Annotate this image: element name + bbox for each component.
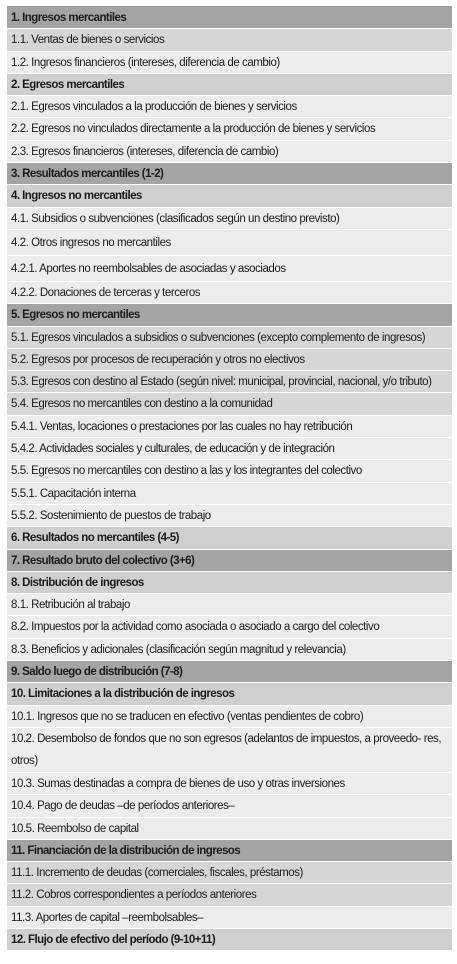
section-header-row: 12. Flujo de efectivo del período (9-10+11) [7,929,452,951]
table-row: 10.2. Desembolso de fondos que no son egresos (adelantos de impuestos, a proveedo- res, otros) [7,728,452,773]
table-row: 8.3. Beneficios y adicionales (clasificación según magnitud y relevancia) [7,639,452,661]
section-header-row: 6. Resultados no mercantiles (4-5) [7,527,452,549]
section-header-row: 10. Limitaciones a la distribución de ingresos [7,683,452,705]
section-header-row: 8. Distribución de ingresos [7,572,452,594]
section-header-row: 7. Resultado bruto del colectivo (3+6) [7,550,452,572]
table-row: 5.5. Egresos no mercantiles con destino a las y los integrantes del colectivo [7,460,452,482]
table-row: 5.5.1. Capacitación interna [7,483,452,505]
table-row: 8.1. Retribución al trabajo [7,594,452,616]
table-row: 5.4.1. Ventas, locaciones o prestaciones por las cuales no hay retribución [7,416,452,438]
cash-flow-table [7,6,452,951]
table-row: 1.1. Ventas de bienes o servicios [7,29,452,51]
table-row: 4.1. Subsidios o subvenciones (clasificados según un destino previsto) [7,208,452,230]
table-row: 10.1. Ingresos que no se traducen en efectivo (ventas pendientes de cobro) [7,706,452,728]
table-row: 5.1. Egresos vinculados a subsidios o subvenciones (excepto complemento de ingresos) [7,327,452,349]
section-header-row: 11. Financiación de la distribución de ingresos [7,840,452,862]
table-row: 2.1. Egresos vinculados a la producción de bienes y servicios [7,96,452,118]
section-header-row: 9. Saldo luego de distribución (7-8) [7,661,452,683]
table-row: 5.4.2. Actividades sociales y culturales, de educación y de integración [7,438,452,460]
section-header-row: 1. Ingresos mercantiles [7,7,452,29]
table-row: 5.4. Egresos no mercantiles con destino a la comunidad [7,393,452,415]
table-row: 10.4. Pago de deudas –de períodos anteriores– [7,795,452,817]
section-header-row: 4. Ingresos no mercantiles [7,185,452,207]
table-row: 4.2.1. Aportes no reembolsables de asociadas y asociados [7,256,452,282]
table-row: 5.3. Egresos con destino al Estado (según nivel: municipal, provincial, nacional, y/o tributo) [7,371,452,393]
table-row: 5.2. Egresos por procesos de recuperación y otros no electivos [7,349,452,371]
table-row: 2.3. Egresos financieros (intereses, diferencia de cambio) [7,141,452,163]
table-row: 4.2. Otros ingresos no mercantiles [7,230,452,256]
table-row: 5.5.2. Sostenimiento de puestos de trabajo [7,505,452,527]
table-row: 10.5. Reembolso de capital [7,818,452,840]
table-row: 4.2.2. Donaciones de terceras y terceros [7,282,452,304]
table-row: 8.2. Impuestos por la actividad como asociada o asociado a cargo del colectivo [7,616,452,638]
table-row: 1.2. Ingresos financieros (intereses, diferencia de cambio) [7,52,452,74]
section-header-row: 3. Resultados mercantiles (1-2) [7,163,452,185]
table-row: 11.3. Aportes de capital –reembolsables– [7,907,452,929]
section-header-row: 2. Egresos mercantiles [7,74,452,96]
table-row: 11.1. Incremento de deudas (comerciales, fiscales, préstamos) [7,862,452,884]
table-row: 11.2. Cobros correspondientes a períodos anteriores [7,884,452,906]
table-row: 2.2. Egresos no vinculados directamente a la producción de bienes y servicios [7,118,452,140]
section-header-row: 5. Egresos no mercantiles [7,304,452,326]
table-row: 10.3. Sumas destinadas a compra de bienes de uso y otras inversiones [7,773,452,795]
